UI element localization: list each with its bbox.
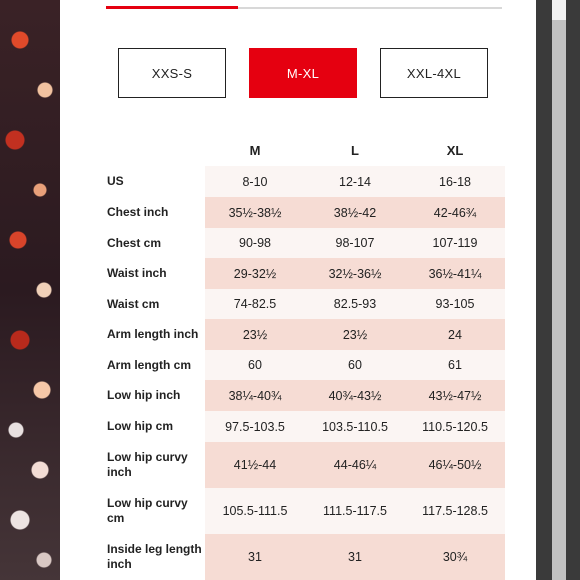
table-row bbox=[100, 380, 504, 411]
table-cell: 24 bbox=[405, 319, 505, 350]
row-label: US bbox=[107, 174, 124, 188]
table-row bbox=[100, 166, 504, 197]
table-row bbox=[100, 258, 504, 289]
table-cell: 40¾-43½ bbox=[305, 380, 405, 411]
table-cell: 111.5-117.5 bbox=[305, 488, 405, 534]
table-cell: 12-14 bbox=[305, 166, 405, 197]
table-cell: 46¼-50½ bbox=[405, 442, 505, 488]
table-cell: 117.5-128.5 bbox=[405, 488, 505, 534]
table-cell: 41½-44 bbox=[205, 442, 305, 488]
table-cell: 44-46¼ bbox=[305, 442, 405, 488]
table-row bbox=[100, 442, 504, 488]
table-cell: 103.5-110.5 bbox=[305, 411, 405, 442]
row-label: Waist cm bbox=[107, 296, 160, 311]
table-cell: 31 bbox=[205, 534, 305, 580]
table-cell: 110.5-120.5 bbox=[405, 411, 505, 442]
row-label: Low hip curvy inch bbox=[107, 450, 188, 479]
table-row bbox=[100, 197, 504, 228]
table-cell: 105.5-111.5 bbox=[205, 488, 305, 534]
table-cell: 60 bbox=[205, 350, 305, 380]
row-label: Chest inch bbox=[107, 205, 169, 219]
table-cell: 60 bbox=[305, 350, 405, 380]
size-range-m-xl-button[interactable]: M-XL bbox=[249, 48, 357, 98]
scrollbar-thumb[interactable] bbox=[552, 20, 566, 580]
row-label: Waist inch bbox=[107, 266, 167, 280]
row-label: Low hip cm bbox=[107, 419, 173, 433]
row-label: Inside leg length inch bbox=[107, 542, 202, 571]
table-cell: 42-46¾ bbox=[405, 197, 505, 228]
table-cell: 90-98 bbox=[205, 228, 305, 258]
size-guide-panel bbox=[60, 0, 536, 580]
table-cell: 74-82.5 bbox=[205, 289, 305, 319]
row-label: Low hip curvy cm bbox=[107, 496, 188, 525]
table-cell: 107-119 bbox=[405, 228, 505, 258]
background-floral-image bbox=[0, 0, 60, 580]
table-cell: 16-18 bbox=[405, 166, 505, 197]
row-label: Chest cm bbox=[107, 235, 162, 250]
table-cell: 31 bbox=[305, 534, 405, 580]
row-label: Arm length inch bbox=[107, 327, 199, 341]
table-cell: 97.5-103.5 bbox=[205, 411, 305, 442]
column-header-l: L bbox=[351, 143, 359, 158]
table-cell: 35½-38½ bbox=[205, 197, 305, 228]
size-range-xxl-4xl-button[interactable]: XXL-4XL bbox=[380, 48, 488, 98]
table-cell: 23½ bbox=[205, 319, 305, 350]
table-cell: 29-32½ bbox=[205, 258, 305, 289]
size-range-xxs-s-button[interactable]: XXS-S bbox=[118, 48, 226, 98]
column-header-xl: XL bbox=[446, 143, 464, 158]
table-cell: 93-105 bbox=[405, 289, 505, 319]
table-cell: 82.5-93 bbox=[305, 289, 405, 319]
table-cell: 36½-41¼ bbox=[405, 258, 505, 289]
table-cell: 23½ bbox=[305, 319, 405, 350]
table-row bbox=[100, 411, 504, 442]
table-cell: 38½-42 bbox=[305, 197, 405, 228]
table-row bbox=[100, 228, 504, 258]
table-row bbox=[100, 488, 504, 534]
table-cell: 38¼-40¾ bbox=[205, 380, 305, 411]
table-cell: 61 bbox=[405, 350, 505, 380]
table-cell: 8-10 bbox=[205, 166, 305, 197]
tab-underline-active bbox=[106, 6, 238, 9]
table-row bbox=[100, 289, 504, 319]
table-row bbox=[100, 319, 504, 350]
table-cell: 32½-36½ bbox=[305, 258, 405, 289]
row-label: Low hip inch bbox=[107, 388, 181, 402]
table-row bbox=[100, 350, 504, 380]
row-label: Arm length cm bbox=[107, 357, 192, 372]
table-row bbox=[100, 534, 504, 580]
column-header-m: M bbox=[249, 143, 261, 158]
table-cell: 98-107 bbox=[305, 228, 405, 258]
table-cell: 43½-47½ bbox=[405, 380, 505, 411]
table-cell: 30¾ bbox=[405, 534, 505, 580]
